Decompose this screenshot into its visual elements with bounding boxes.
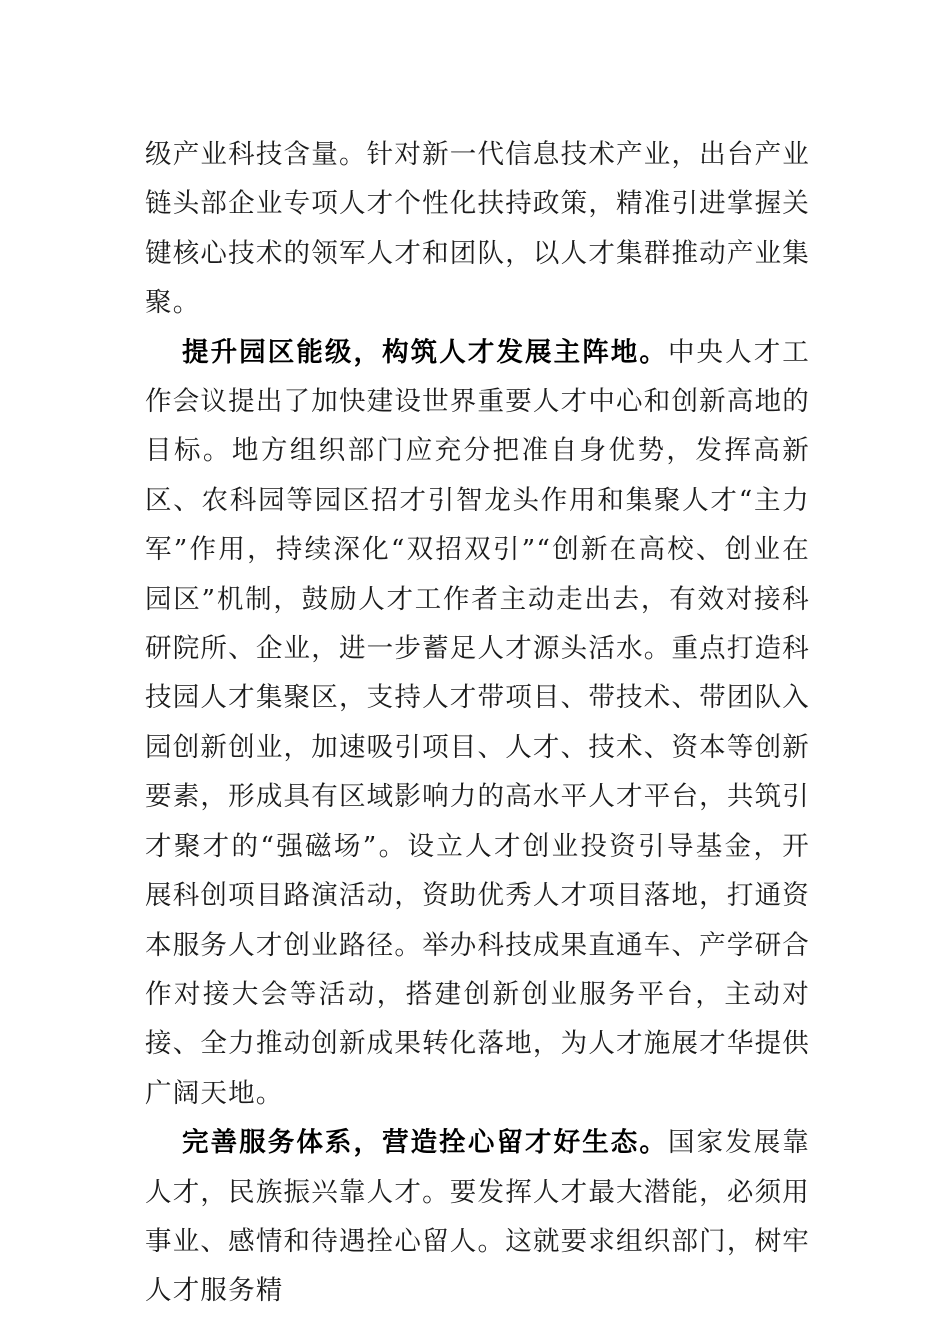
paragraph-park-capacity (145, 328, 810, 1119)
document-body (145, 130, 810, 1316)
paragraph-service-system (145, 1118, 810, 1316)
paragraph-heading: 完善服务体系，营造拴心留才好生态。 (182, 1127, 668, 1159)
paragraph-text: 级产业科技含量。针对新一代信息技术产业，出台产业链头部企业专项人才个性化扶持政策，精准引进掌握关键核心技术的领军人才和团队，以人才集群推动产业集聚。 (145, 139, 810, 319)
paragraph-text: 国家发展靠人才，民族振兴靠人才。要发挥人才最大潜能，必须用事业、感情和待遇拴心留人。这就要求组织部门，树牢人才服务精 (145, 1127, 810, 1307)
paragraph-heading: 提升园区能级，构筑人才发展主阵地。 (182, 336, 668, 368)
paragraph-continuation (145, 130, 810, 328)
paragraph-text: 中央人才工作会议提出了加快建设世界重要人才中心和创新高地的目标。地方组织部门应充分把准自身优势，发挥高新区、农科园等园区招才引智龙头作用和集聚人才“主力军”作用，持续深化“双招双引”“创新在高校、创业在园区”机制，鼓励人才工作者主动走出去，有效对接科研院所、企业，进一步蓄足人才源头活水。重点打造科技园人才集聚区，支持人才带项目、带技术、带团队入园创新创业，加速吸引项目、人才、技术、资本等创新要素，形成具有区域影响力的高水平人才平台，共筑引才聚才的“强磁场”。设立人才创业投资引导基金，开展科创项目路演活动，资助优秀人才项目落地，打通资本服务人才创业路径。举办科技成果直通车、产学研合作对接大会等活动，搭建创新创业服务平台，主动对接、全力推动创新成果转化落地，为人才施展才华提供广阔天地。 (145, 336, 810, 1109)
